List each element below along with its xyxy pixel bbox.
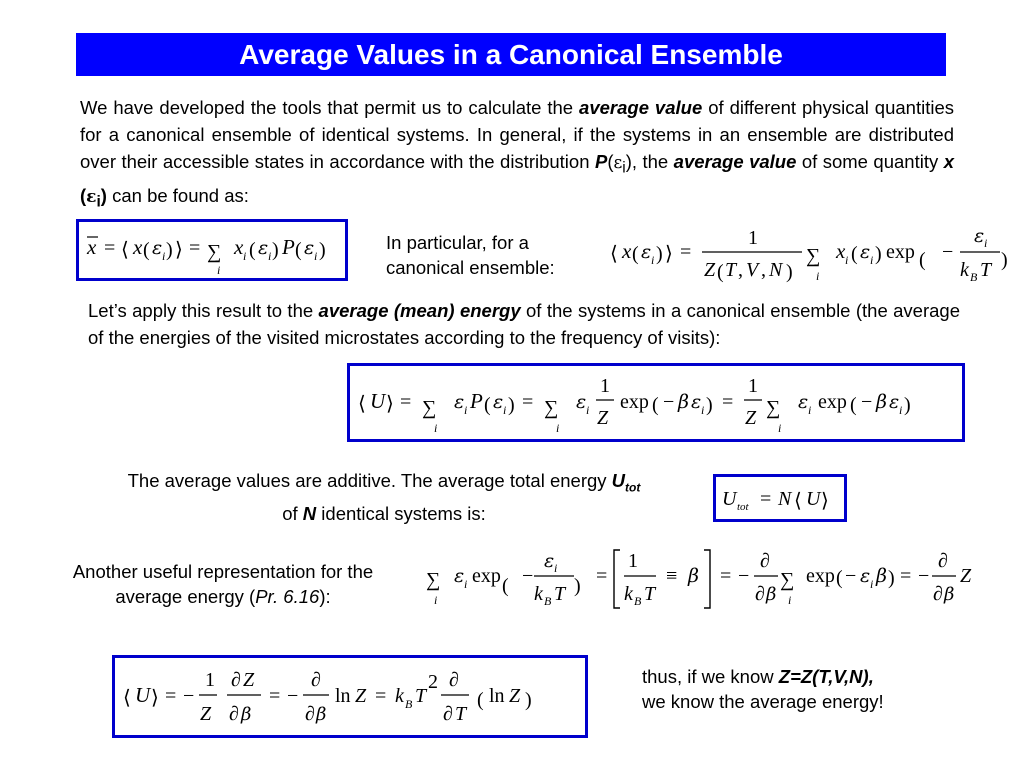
svg-text:ε: ε bbox=[576, 391, 587, 413]
svg-text:x: x bbox=[133, 235, 143, 259]
slide-title: Average Values in a Canonical Ensemble bbox=[76, 33, 946, 76]
svg-text:1: 1 bbox=[600, 375, 610, 397]
svg-text:⟨: ⟨ bbox=[794, 490, 802, 512]
svg-text:(: ( bbox=[502, 575, 509, 597]
canonical-average-equation bbox=[608, 214, 1018, 294]
svg-text:x: x bbox=[87, 235, 97, 259]
svg-text:ε: ε bbox=[152, 237, 163, 259]
svg-text:=: = bbox=[900, 565, 912, 587]
svg-text:): ) bbox=[272, 239, 279, 261]
svg-text:i: i bbox=[556, 421, 560, 435]
svg-text:1: 1 bbox=[628, 550, 638, 572]
svg-text:): ) bbox=[574, 575, 581, 597]
svg-text:Z: Z bbox=[704, 259, 716, 281]
svg-text:β: β bbox=[316, 704, 327, 725]
svg-text:N: N bbox=[778, 488, 792, 510]
svg-text:): ) bbox=[525, 689, 532, 711]
svg-text:Z: Z bbox=[745, 407, 757, 429]
svg-text:=: = bbox=[375, 685, 387, 707]
svg-text:B: B bbox=[970, 270, 978, 284]
svg-text:T: T bbox=[980, 259, 992, 281]
svg-text:T: T bbox=[415, 685, 427, 707]
svg-text:): ) bbox=[706, 394, 713, 416]
svg-text:(: ( bbox=[477, 689, 484, 711]
svg-text:i: i bbox=[586, 403, 590, 417]
svg-text:=: = bbox=[680, 241, 692, 263]
svg-text:Z: Z bbox=[355, 685, 367, 707]
svg-text:(: ( bbox=[850, 394, 857, 416]
svg-text:∂: ∂ bbox=[231, 669, 241, 691]
svg-text:1: 1 bbox=[748, 375, 758, 397]
svg-text:β: β bbox=[876, 391, 887, 413]
svg-text:β: β bbox=[688, 565, 699, 587]
svg-text:i: i bbox=[899, 403, 903, 417]
svg-text:(: ( bbox=[295, 239, 302, 261]
svg-text:B: B bbox=[634, 594, 642, 608]
svg-text:∂: ∂ bbox=[305, 703, 315, 725]
derivative-representation-equation bbox=[424, 542, 974, 618]
svg-text:β: β bbox=[241, 704, 252, 725]
svg-text:i: i bbox=[162, 249, 166, 263]
svg-text:2: 2 bbox=[428, 671, 438, 693]
svg-text:=: = bbox=[522, 391, 534, 413]
additive-paragraph: The average values are additive. The average total energy $U_{tot}$ of N identical systems is: bbox=[127, 470, 641, 524]
svg-text:=: = bbox=[760, 488, 772, 510]
svg-text:ε: ε bbox=[889, 391, 900, 413]
svg-text:∂: ∂ bbox=[938, 550, 948, 572]
svg-text:∑: ∑ bbox=[422, 397, 437, 419]
svg-text:∑: ∑ bbox=[780, 569, 795, 591]
energy-paragraph: Let’s apply this result to the average (mean) energy of the systems in a canonical ensemble (the average of the energies of the visited microstates according to the frequency of visits): bbox=[88, 300, 960, 348]
svg-text:∂: ∂ bbox=[229, 703, 239, 725]
svg-text:exp: exp bbox=[472, 565, 501, 587]
svg-text:tot: tot bbox=[737, 501, 749, 513]
svg-text:−: − bbox=[942, 241, 954, 263]
svg-text:⟨: ⟨ bbox=[358, 393, 366, 415]
svg-text:): ) bbox=[786, 261, 793, 283]
svg-text:(: ( bbox=[143, 239, 150, 261]
svg-text:P: P bbox=[470, 389, 483, 413]
svg-text:−: − bbox=[845, 565, 857, 587]
svg-text:∂: ∂ bbox=[760, 550, 770, 572]
useful-paragraph: Another useful representation for the average energy (Pr. 6.16): bbox=[72, 561, 374, 607]
svg-text:(: ( bbox=[919, 249, 926, 271]
svg-text:U: U bbox=[722, 488, 737, 510]
svg-text:Z: Z bbox=[200, 703, 212, 725]
svg-text:i: i bbox=[870, 253, 874, 267]
svg-text:k: k bbox=[395, 685, 404, 707]
svg-text:−: − bbox=[287, 685, 299, 707]
svg-text:ln: ln bbox=[335, 685, 351, 707]
svg-text:N: N bbox=[769, 259, 783, 281]
svg-text:,: , bbox=[761, 259, 766, 281]
svg-text:V: V bbox=[746, 259, 759, 281]
svg-text:i: i bbox=[503, 403, 507, 417]
svg-text:exp: exp bbox=[886, 241, 915, 263]
svg-text:ε: ε bbox=[258, 237, 269, 259]
svg-text:i: i bbox=[870, 577, 874, 591]
svg-text:∂: ∂ bbox=[755, 583, 765, 605]
svg-text:=: = bbox=[165, 685, 177, 707]
svg-text:): ) bbox=[904, 394, 911, 416]
svg-text:i: i bbox=[243, 249, 247, 263]
svg-text:ε: ε bbox=[304, 237, 315, 259]
intro-paragraph: We have developed the tools that permit us to calculate the average value of different physical quantities for a canonical ensemble of identical systems. In general, if the systems in an ensemble are distributed over their accessible states in accordance with the distribution $P(\varepsilon_i)$, the average value of some quantity x $(\varepsilon_i)$ can be found as: bbox=[80, 97, 954, 211]
svg-text:P: P bbox=[282, 235, 295, 259]
svg-text:ε: ε bbox=[493, 391, 504, 413]
svg-text:=: = bbox=[596, 565, 608, 587]
svg-text:(: ( bbox=[484, 394, 491, 416]
svg-text:T: T bbox=[554, 583, 566, 605]
total-energy-equation bbox=[713, 474, 847, 522]
svg-text:ε: ε bbox=[691, 391, 702, 413]
svg-text:1: 1 bbox=[748, 227, 758, 249]
svg-text:B: B bbox=[544, 594, 552, 608]
svg-text:∂: ∂ bbox=[449, 669, 459, 691]
conclusion-text: thus, if we know Z=Z(T,V,N), we know the average energy! bbox=[642, 666, 884, 712]
svg-text:,: , bbox=[738, 259, 743, 281]
svg-text:Z: Z bbox=[960, 565, 972, 587]
svg-text:∂: ∂ bbox=[933, 583, 943, 605]
svg-text:exp: exp bbox=[818, 391, 847, 413]
svg-text:⟨: ⟨ bbox=[123, 687, 131, 709]
svg-text:−: − bbox=[183, 685, 195, 707]
svg-text:∑: ∑ bbox=[544, 397, 559, 419]
svg-text:ln: ln bbox=[489, 685, 505, 707]
svg-text:(: ( bbox=[652, 394, 659, 416]
svg-text:U: U bbox=[135, 683, 151, 707]
svg-text:i: i bbox=[434, 421, 438, 435]
svg-text:Z: Z bbox=[243, 669, 255, 691]
svg-text:β: β bbox=[876, 565, 887, 587]
svg-text:−: − bbox=[738, 565, 750, 587]
average-definition-equation bbox=[76, 219, 348, 281]
svg-text:(: ( bbox=[249, 239, 256, 261]
svg-text:(: ( bbox=[836, 567, 843, 589]
svg-text:ε: ε bbox=[454, 565, 465, 587]
svg-text:): ) bbox=[319, 239, 326, 261]
svg-text:): ) bbox=[1001, 249, 1008, 271]
svg-text:exp: exp bbox=[806, 565, 835, 587]
svg-text:=: = bbox=[269, 685, 281, 707]
average-energy-equation bbox=[347, 363, 965, 442]
svg-text:ε: ε bbox=[454, 391, 465, 413]
svg-text:⟩: ⟩ bbox=[386, 393, 394, 415]
svg-text:β: β bbox=[766, 584, 777, 605]
svg-text:(: ( bbox=[717, 261, 724, 283]
svg-text:=: = bbox=[720, 565, 732, 587]
svg-text:exp: exp bbox=[620, 391, 649, 413]
svg-text:β: β bbox=[678, 391, 689, 413]
svg-text:⟩: ⟩ bbox=[665, 243, 673, 265]
svg-text:∂: ∂ bbox=[311, 669, 321, 691]
svg-text:): ) bbox=[875, 243, 882, 265]
svg-text:B: B bbox=[405, 697, 413, 711]
svg-text:U: U bbox=[370, 389, 386, 413]
svg-text:x: x bbox=[622, 239, 632, 263]
svg-text:i: i bbox=[845, 253, 849, 267]
svg-text:Z: Z bbox=[597, 407, 609, 429]
svg-text:⟨: ⟨ bbox=[121, 239, 129, 261]
particular-caption: In particular, for a canonical ensemble: bbox=[386, 232, 555, 278]
svg-text:ε: ε bbox=[544, 550, 555, 572]
svg-text:): ) bbox=[656, 243, 663, 265]
svg-text:(: ( bbox=[632, 243, 639, 265]
svg-text:i: i bbox=[464, 403, 468, 417]
svg-text:): ) bbox=[508, 394, 515, 416]
svg-text:k: k bbox=[624, 583, 633, 605]
svg-text:T: T bbox=[644, 583, 656, 605]
energy-from-partition-function-equation bbox=[112, 655, 588, 738]
svg-text:i: i bbox=[816, 269, 820, 283]
svg-text:∑: ∑ bbox=[766, 397, 781, 419]
svg-text:≡: ≡ bbox=[666, 565, 678, 587]
svg-text:): ) bbox=[888, 567, 895, 589]
svg-text:x: x bbox=[234, 235, 244, 259]
svg-text:i: i bbox=[808, 403, 812, 417]
svg-text:=: = bbox=[722, 391, 734, 413]
svg-text:⟨: ⟨ bbox=[610, 243, 618, 265]
svg-text:⟩: ⟩ bbox=[151, 687, 159, 709]
svg-text:=: = bbox=[400, 391, 412, 413]
svg-text:x: x bbox=[836, 239, 846, 263]
svg-text:T: T bbox=[455, 703, 467, 725]
svg-text:i: i bbox=[434, 593, 438, 607]
svg-text:i: i bbox=[217, 263, 221, 277]
svg-text:−: − bbox=[918, 565, 930, 587]
svg-text:ε: ε bbox=[860, 565, 871, 587]
svg-text:ε: ε bbox=[641, 241, 652, 263]
svg-text:1: 1 bbox=[205, 669, 215, 691]
svg-text:β: β bbox=[944, 584, 955, 605]
svg-text:−: − bbox=[522, 565, 534, 587]
svg-text:(: ( bbox=[851, 243, 858, 265]
svg-text:T: T bbox=[725, 259, 737, 281]
svg-text:∑: ∑ bbox=[806, 245, 821, 267]
svg-text:i: i bbox=[314, 249, 318, 263]
svg-text:Z: Z bbox=[509, 685, 521, 707]
svg-text:i: i bbox=[464, 577, 468, 591]
svg-text:i: i bbox=[788, 593, 792, 607]
svg-text:−: − bbox=[663, 391, 675, 413]
svg-text:⟩: ⟩ bbox=[821, 490, 829, 512]
svg-text:k: k bbox=[960, 259, 969, 281]
svg-text:−: − bbox=[861, 391, 873, 413]
svg-text:i: i bbox=[701, 403, 705, 417]
svg-text:ε: ε bbox=[974, 225, 985, 247]
svg-text:∑: ∑ bbox=[207, 241, 222, 263]
svg-text:i: i bbox=[984, 236, 988, 250]
svg-text:∂: ∂ bbox=[443, 703, 453, 725]
svg-text:∑: ∑ bbox=[426, 569, 441, 591]
svg-text:=: = bbox=[104, 237, 116, 259]
svg-text:i: i bbox=[778, 421, 782, 435]
svg-text:i: i bbox=[554, 561, 558, 575]
svg-text:): ) bbox=[166, 239, 173, 261]
svg-text:ε: ε bbox=[860, 241, 871, 263]
svg-text:i: i bbox=[651, 253, 655, 267]
svg-text:ε: ε bbox=[798, 391, 809, 413]
svg-text:i: i bbox=[268, 249, 272, 263]
svg-text:⟩: ⟩ bbox=[175, 239, 183, 261]
svg-text:k: k bbox=[534, 583, 543, 605]
svg-text:=: = bbox=[189, 237, 201, 259]
svg-text:U: U bbox=[806, 488, 821, 510]
